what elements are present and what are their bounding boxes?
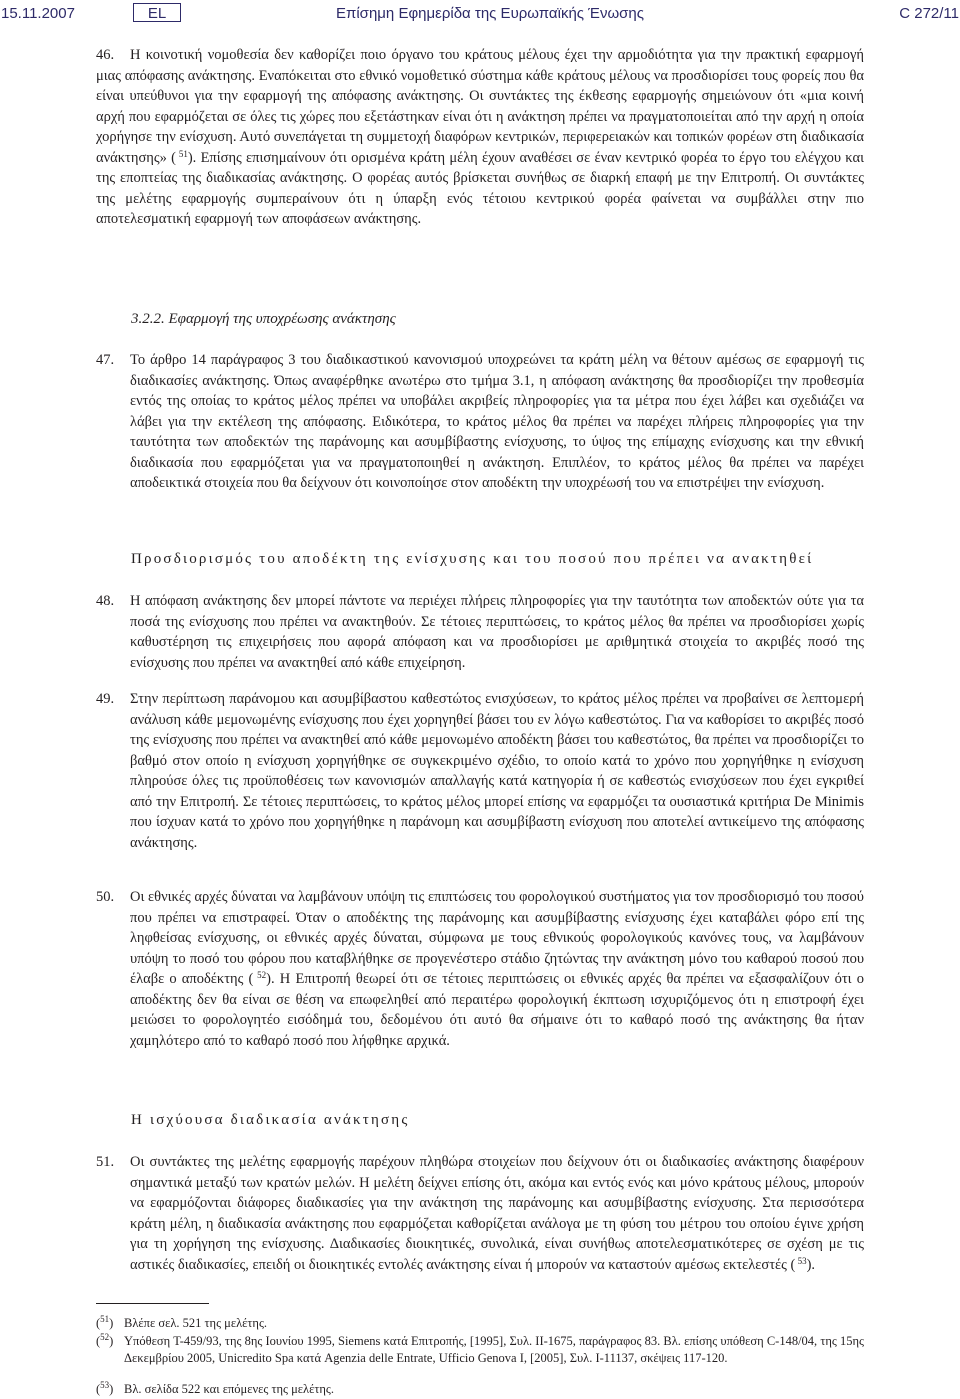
paragraph-50 [96, 887, 864, 1051]
footnote-text: Βλ. σελίδα 522 και επόμενες της μελέτης. [124, 1382, 334, 1396]
page-header [0, 0, 960, 30]
paragraph-number: 48. [96, 593, 115, 609]
paragraph-text [130, 887, 864, 1051]
footnote-number-value: 53 [100, 1380, 110, 1390]
paragraph-text-part: ). Επίσης επισημαίνουν ότι ορισμένα κράτη μέλη έχουν αναθέσει σε έναν κεντρικό φορέα το έργο του ελέγχου και της εποπτείας της διαδικασίας ανάκτησης. Ο φορέας αυτός βρίσκεται συνήθως σε διαρκή επαφή με την Επιτροπή. Οι συντάκτες της μελέτης εφαρμογής συμπεραίνουν ότι η ύπαρξη ενός τέτοιου κεντρικού φορέα φαίνεται να συμβάλλει στην πιο αποτελεσματική εφαρμογή των αποφάσεων ανάκτησης. [96, 149, 864, 227]
paragraph-text: Το άρθρο 14 παράγραφος 3 του διαδικαστικού κανονισμού υποχρεώνει τα κράτη μέλη να θέτουν αμέσως σε εφαρμογή τις διαδικασίες ανάκτησης. Όπως αναφέρθηκε ανωτέρω στο τμήμα 3.1, η απόφαση ανάκτησης θα προσδιορίζει την προθεσμία εντός της οποίας το κράτος μέλος πρέπει να υποβάλει ακριβείς πληροφορίες για τα μέτρα που έχει λάβει και σχεδιάζει να λάβει για την εκτέλεση της απόφασης. Ειδικότερα, το κράτος μέλος θα πρέπει να παρέχει πλήρεις πληροφορίες για την ταυτότητα των αποδεκτών της παράνομης και ασυμβίβαστης ενίσχυσης, το ύψος της επίμαχης ενίσχυσης και την εθνική διαδικασία που εφαρμόζεται για να πραγματοποιηθεί η ανάκτηση. Επιπλέον, το κράτος μέλος θα πρέπει να παρέχει αποδεικτικά στοιχεία που θα δείχνουν ότι κοινοποίησε στον αποδέκτη την υποχρέωσή του να επιστρέψει την ενίσχυση. [130, 352, 864, 491]
footnote-ref[interactable] [176, 149, 188, 159]
paragraph-number: 49. [96, 691, 115, 707]
footnote-ref-number[interactable]: 52 [257, 970, 267, 980]
paragraph-number: 47. [96, 352, 115, 368]
paragraph-text-part: ). [806, 1256, 816, 1273]
footnote-text: Βλέπε σελ. 521 της μελέτης. [124, 1316, 268, 1330]
paragraph-text [130, 1152, 864, 1275]
header-page-number: C 272/11 [899, 5, 959, 22]
paragraph-text: Η απόφαση ανάκτησης δεν μπορεί πάντοτε να περιέχει πλήρεις πληροφορίες για την ταυτότητα των αποδεκτών ούτε για τα ποσά της ενίσχυσης που πρέπει να ανακτηθούν. Σε τέτοιες περιπτώσεις, το κράτος μέλος θα πρέπει να προσδιορίσει χωρίς καθυστέρηση τις επιχειρήσεις που αφορά απόφαση και να προσδιορίσει με αριθμητικά στοιχεία το ακριβές ποσό της ενίσχυσης που πρέπει να ανακτηθεί από κάθε επιχείρηση. [130, 593, 864, 671]
paragraph-text: Στην περίπτωση παράνομου και ασυμβίβαστου καθεστώτος ενισχύσεων, το κράτος μέλος πρέπει να προβαίνει σε λεπτομερή ανάλυση κάθε μεμονωμένης ενίσχυσης που έχει χορηγηθεί βάσει του εν λόγω καθεστώτος. Για να καθορίσει το ακριβές ποσό της ενίσχυσης που πρέπει να ανακτηθεί από κάθε μεμονωμένο αποδέκτη βάσει του καθεστώτος, θα πρέπει να προσδιορίζει το βαθμό στον οποίο η ενίσχυση χορηγήθηκε σε συγκεκριμένο σχέδιο, το οποίο κατά το χρόνο που χορηγήθηκε η ενίσχυση πληρούσε όλες τις προϋποθέσεις των κανονισμών απαλλαγής κατά κατηγορία ή σε καθεστώς ενισχύσεων που έχει εγκριθεί από την Επιτροπή. Σε τέτοιες περιπτώσεις, το κράτος μέλος μπορεί επίσης να εφαρμόζει τα ουσιαστικά κριτήρια De Minimis που ίσχυαν κατά το χρόνο που χορηγήθηκε η παράνομη και ασυμβίβαστη ενίσχυση που αποτελεί αντικείμενο της απόφασης ανάκτησης. [130, 691, 864, 851]
paragraph-46 [96, 45, 864, 230]
paragraph-47 [96, 350, 864, 494]
paragraph-text [96, 45, 864, 230]
header-language-box: EL [133, 3, 181, 22]
footnote-number: ($^{53}$) [96, 1380, 114, 1396]
footnote-ref-number[interactable]: 51 [178, 148, 188, 159]
footnote-text: Υπόθεση T-459/93, της 8ης Ιουνίου 1995, Siemens κατά Επιτροπής, [1995], Συλ. II-1675, παράγραφος 83. Βλ. επίσης υπόθεση C-148/04, της 15ης Δεκεμβρίου 2005, Unicredito Spa κατά Agenzia delle Entrate, Ufficio Genova I, [2005], Συλ. I-11137, σκέψεις 117-120. [124, 1334, 864, 1365]
section-heading-3-2-2: 3.2.2. Εφαρμογή της υποχρέωσης ανάκτησης [131, 311, 396, 327]
footnote-number-value: 51 [100, 1314, 110, 1324]
heading-recipient-amount: Προσδιορισμός του αποδέκτη της ενίσχυσης και του ποσού που πρέπει να ανακτηθεί [131, 551, 814, 567]
footnote-number: ($^{51}$) [96, 1314, 114, 1330]
footnote-53 [96, 1381, 864, 1398]
header-journal-title: Επίσημη Εφημερίδα της Ευρωπαϊκής Ένωσης [336, 5, 644, 22]
footnote-number-value: 52 [100, 1332, 110, 1342]
paragraph-text-part: Η κοινοτική νομοθεσία δεν καθορίζει ποιο όργανο του κράτους μέλους έχει την αρμοδιότητα για την πρακτική εφαρμογή μιας απόφασης ανάκτησης. Εναπόκειται στο εθνικό νομοθετικό σύστημα κάθε κράτους μέλους να προσδιορίσει τους φορείς που θα είναι υπεύθυνοι για την εφαρμογή της απόφασης ανάκτησης. Οι συντάκτες της έκθεσης εφαρμογής σημειώνουν ότι «μια κοινή αρχή που εφαρμόζεται σε όλες τις χώρες που εξετάστηκαν είναι ότι η ανάκτηση πρέπει να πραγματοποιείται από την αρχή η οποία χορήγησε την ενίσχυση. Αυτό συνεπάγεται τη συμμετοχή διαφόρων κεντρικών, περιφερειακών και τοπικών φορέων στη διαδικασία ανάκτησης» ( [96, 47, 864, 166]
footnote-divider [96, 1303, 209, 1304]
paragraph-51 [96, 1152, 864, 1275]
paragraph-49 [96, 689, 864, 853]
paragraph-text-part: ). Η Επιτροπή θεωρεί ότι σε τέτοιες περιπτώσεις οι εθνικές αρχές θα πρέπει να εξασφαλίζουν ότι ο αποδέκτης δεν θα είναι σε θέση να επωφεληθεί από περαιτέρω φορολογική έκπτωση ισχυριζόμενος ότι η επιστροφή έχει μειώσει το φορολογητέο εισόδημά του, δεδομένου ότι αυτό θα σήμαινε ότι το καθαρό ποσό της ανάκτησης θα ήταν χαμηλότερο από το καθαρό ποσό που λήφθηκε αρχικά. [130, 971, 865, 1049]
paragraph-number: 51. [96, 1154, 115, 1170]
footnote-52 [96, 1333, 864, 1366]
paragraph-number: 46. [96, 47, 115, 63]
paragraph-text-part: Οι εθνικές αρχές δύναται να λαμβάνουν υπόψη τις επιπτώσεις του φορολογικού συστήματος για τον προσδιορισμό του ποσού που πρέπει να επιστραφεί. Όταν ο αποδέκτης της παράνομης και ασυμβίβαστης ενίσχυσης έχει καταβάλει φόρο επί της ληφθείσας ενίσχυσης, οι εθνικές αρχές δύναται, σύμφωνα με τους εθνικούς φορολογικούς κανόνες τους, να λαμβάνουν υπόψη το ποσό του φόρου που καταβλήθηκε σε προγενέστερο στάδιο ζητώντας την ανάκτηση μόνο του καθαρού ποσού που έλαβε ο αποδέκτης ( [130, 889, 864, 987]
footnote-ref[interactable] [795, 1256, 806, 1266]
paragraph-number: 50. [96, 889, 115, 905]
header-date: 15.11.2007 [1, 5, 75, 22]
heading-current-procedure: Η ισχύουσα διαδικασία ανάκτησης [131, 1112, 410, 1128]
footnote-51 [96, 1315, 864, 1332]
paragraph-48 [96, 591, 864, 673]
footnote-ref[interactable] [253, 970, 266, 980]
footnote-number: ($^{52}$) [96, 1332, 114, 1348]
paragraph-text-part: Οι συντάκτες της μελέτης εφαρμογής παρέχουν πληθώρα στοιχείων που δείχνουν ότι οι διαδικασίες ανάκτησης διαφέρουν σημαντικά μεταξύ των κρατών μελών. Η μελέτη δείχνει επίσης ότι, ακόμα και εντός ενός και μόνο κράτους μέλους, μπορούν να εφαρμόζονται διάφορες διαδικασίες για την ανάκτηση της παράνομης και ασυμβίβαστης ενίσχυσης. Στα περισσότερα κράτη μέλη, η διαδικασία ανάκτησης που εφαρμόζεται καθορίζεται ανάλογα με τη φύση του μέτρου του οποίου έγινε χρήση για τη χορήγηση της ενίσχυσης. Διαδικασίες διοικητικές, συνολικά, είναι συνήθως αποτελεσματικότερες σε σχέση με τις αστικές διαδικασίες, επειδή οι διοικητικές εντολές ανάκτησης είναι ή μπορούν να καταστούν αμέσως εκτελεστές ( [130, 1154, 864, 1273]
footnote-ref-number[interactable]: 53 [797, 1255, 807, 1266]
